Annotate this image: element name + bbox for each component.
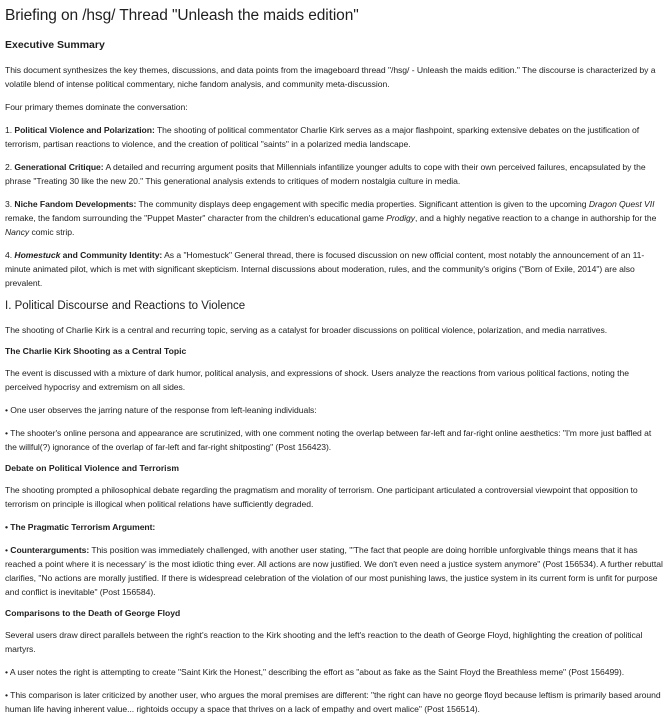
executive-summary-heading: Executive Summary [5, 39, 105, 51]
theme-label-italic: Homestuck [14, 250, 61, 260]
bullet-label: Counterarguments: [10, 545, 90, 555]
paragraph: Several users draw direct parallels between the right's reaction to the Kirk shooting and the left's reaction to the death of George Floyd, highlighting the creation of political martyrs. [5, 630, 643, 654]
executive-summary-intro: This document synthesizes the key themes, discussions, and data points from the imageboard thread "/hsg/ - Unleash the maids edition." The discourse is characterized by a volatile blend of intense political commentary, niche fandom analysis, and community meta-discussion. [5, 65, 656, 89]
theme-number: 1. [5, 125, 13, 135]
themes-intro: Four primary themes dominate the conversation: [5, 102, 188, 112]
theme-number: 3. [5, 199, 13, 209]
theme-item-1 [5, 123, 663, 151]
theme-label: Homestuck and Community Identity: [14, 250, 163, 260]
theme-text: The community displays deep engagement with specific media properties. Significant attention is given to the upcoming [136, 199, 589, 209]
bullet-item: • A user notes the right is attempting to create "Saint Kirk the Honest," describing the effort as "about as fake as the Saint Floyd the Breathless meme" (Post 156499). [5, 667, 625, 677]
theme-label: Niche Fandom Developments: [14, 199, 137, 209]
theme-text: comic strip. [29, 227, 75, 237]
theme-title-italic: Nancy [5, 227, 30, 237]
bullet-item: • This comparison is later criticized by another user, who argues the moral premises are different: "the right can have no george floyd because leftism is primarily based around human life having inherent value... rightoids occupy a space that thrives on a lack of empathy and overt malice" (Post 156514). [5, 690, 661, 714]
theme-text: As a "Homestuck" General thread, there is focused discussion on new official content, most notably the announcement of an 11-minute animated pilot, which is met with significant skepticism. Internal discussions about moderation, rules, and the community's origins ("Born of Exile, 2014") are also prevalent. [5, 250, 645, 288]
theme-text: The shooting of political commentator Charlie Kirk serves as a major flashpoint, sparking extensive debates on the justification of terrorism, partisan reactions to violence, and the creation of political "saints" in a polarized media landscape. [5, 125, 640, 149]
subsection-heading-central-topic: The Charlie Kirk Shooting as a Central Topic [5, 346, 187, 356]
theme-label: Political Violence and Polarization: [14, 125, 155, 135]
subsection-heading-floyd: Comparisons to the Death of George Floyd [5, 608, 181, 618]
theme-item-3 [5, 197, 663, 239]
bullet-item: • One user observes the jarring nature of the response from left-leaning individuals: [5, 405, 317, 415]
section-1-heading: I. Political Discourse and Reactions to Violence [5, 300, 246, 312]
bullet-item: • The shooter's online persona and appearance are scrutinized, with one comment noting the overlap between far-left and far-right online aesthetics: "I'm more just baffled at the willful(?) ignorance of the overlap of far-left and far-right shitposting" (Post 156423). [5, 428, 652, 452]
theme-text: A detailed and recurring argument posits that Millennials infantilize younger adults to cope with their own perceived failures, encapsulated by the phrase "Treating 30 like the new 20." This generational analysis extends to critiques of modern nostalgia culture in media. [5, 162, 646, 186]
theme-title-italic: Prodigy [386, 213, 415, 223]
theme-text: , and a highly negative reaction to a change in authorship for the [414, 213, 657, 223]
document-title: Briefing on /hsg/ Thread "Unleash the maids edition" [5, 7, 359, 24]
section-1-intro: The shooting of Charlie Kirk is a central and recurring topic, serving as a catalyst for broader discussions on political violence, polarization, and media narratives. [5, 325, 608, 335]
theme-number: 4. [5, 250, 13, 260]
theme-number: 2. [5, 162, 13, 172]
theme-item-4 [5, 248, 663, 290]
theme-text: remake, the fandom surrounding the "Puppet Master" character from the children's educational game [5, 213, 387, 223]
theme-label: Generational Critique: [14, 162, 104, 172]
theme-item-2 [5, 160, 663, 188]
bullet-item: • Counterarguments: This position was immediately challenged, with another user stating, "'The fact that people are doing horrible unforgivable things means that it has reached a point where it is necessary' is the most idiotic thing ever. All actions are now justified. We don't even need a justice system anymore" (Post 156534). A further rebuttal clarifies, "No actions are morally justified. If there is widespread celebration of the violation of our most punishing laws, the justice system in its current form is unfit for purpose and conflict is inevitable" (Post 156584). [5, 545, 663, 597]
paragraph: The event is discussed with a mixture of dark humor, political analysis, and expressions of shock. Users analyze the reactions from various political factions, noting the perceived hypocrisy and extremism on all sides. [5, 368, 629, 392]
bullet-item-bold: • The Pragmatic Terrorism Argument: [5, 522, 156, 532]
theme-title-italic: Dragon Quest VII [588, 199, 655, 209]
paragraph: The shooting prompted a philosophical debate regarding the pragmatism and morality of terrorism. One participant articulated a controversial viewpoint that opposition to terrorism on principle is illogical when political relations have sufficiently degraded. [5, 485, 638, 509]
subsection-heading-debate: Debate on Political Violence and Terrorism [5, 463, 179, 473]
